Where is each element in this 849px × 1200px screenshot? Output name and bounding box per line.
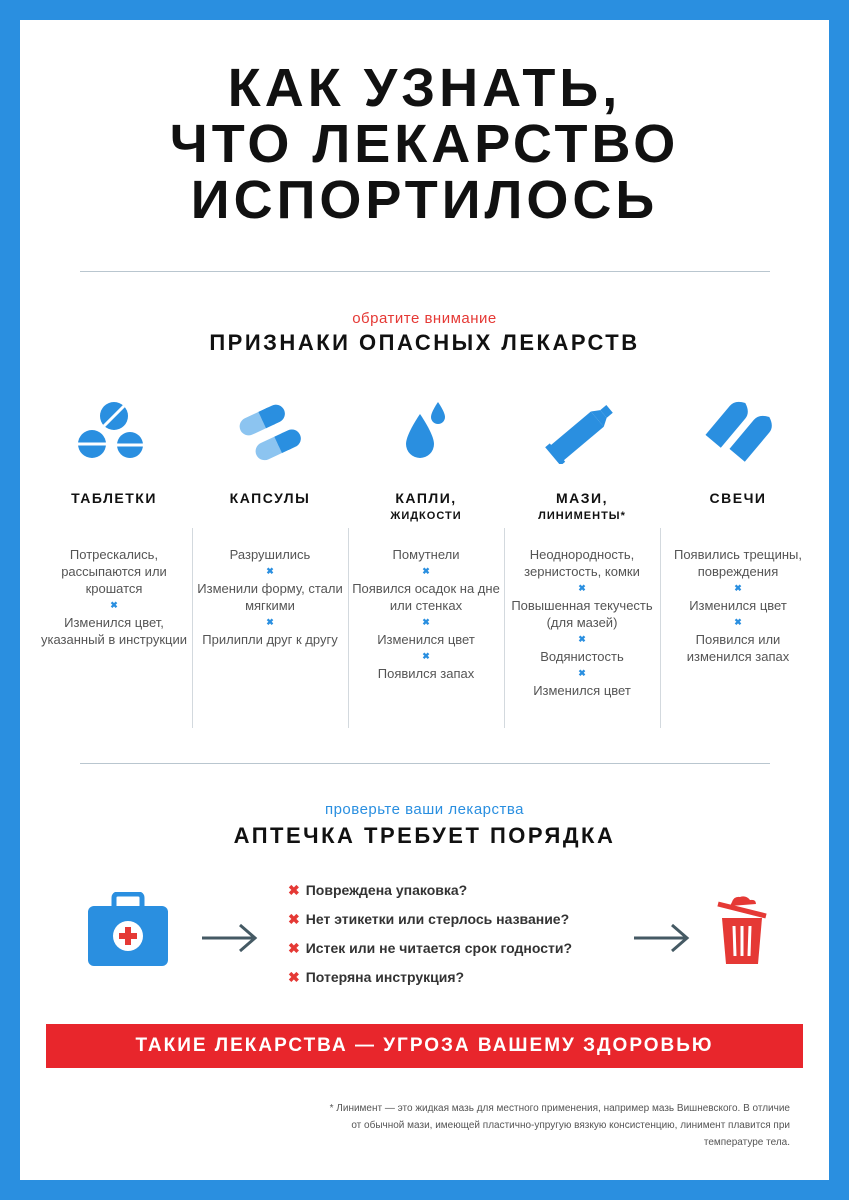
checklist-item xyxy=(288,940,628,969)
category-subname: ЛИНИМЕНТЫ* xyxy=(538,510,626,522)
section-kicker: обратите внимание xyxy=(352,310,497,327)
cross-icon: ✖ xyxy=(288,969,300,985)
category-capsules xyxy=(192,400,348,730)
sign-item: Появился запах xyxy=(377,666,475,681)
cross-marker-icon: ✖ xyxy=(266,617,274,627)
cross-marker-icon: ✖ xyxy=(266,566,274,576)
cross-marker-icon: ✖ xyxy=(578,668,586,678)
warning-banner: ТАКИЕ ЛЕКАРСТВА — УГРОЗА ВАШЕМУ ЗДОРОВЬЮ xyxy=(46,1024,803,1068)
checklist-item xyxy=(288,882,628,911)
cross-marker-icon: ✖ xyxy=(578,583,586,593)
cross-marker-icon: ✖ xyxy=(422,651,430,661)
category-signs xyxy=(508,546,656,699)
checklist-text: Истек или не читается срок годности? xyxy=(305,940,573,956)
cross-icon: ✖ xyxy=(288,882,300,898)
trash-bin-icon xyxy=(712,894,772,973)
category-signs xyxy=(196,546,344,648)
column-separator xyxy=(660,528,661,728)
section-heading: АПТЕЧКА ТРЕБУЕТ ПОРЯДКА xyxy=(233,823,616,848)
medicine-categories xyxy=(36,400,816,730)
column-separator xyxy=(348,528,349,728)
category-drops xyxy=(348,400,504,730)
title-line: КАК УЗНАТЬ, xyxy=(227,58,622,118)
checklist-item xyxy=(288,911,628,940)
title-line: ЧТО ЛЕКАРСТВО xyxy=(169,114,680,174)
cross-marker-icon: ✖ xyxy=(110,600,118,610)
checklist-text: Повреждена упаковка? xyxy=(305,882,468,898)
tablets-icon xyxy=(36,400,192,470)
sign-item: Изменился цвет xyxy=(689,598,787,613)
column-separator xyxy=(504,528,505,728)
sign-item: Повышенная текучесть (для мазей) xyxy=(511,598,653,630)
capsules-icon xyxy=(192,400,348,470)
footnote: * Линимент — это жидкая мазь для местного применения, например мазь Вишневского. В отличие от обычной мази, имеющей пластично-упругую вязкую консистенцию, линимент плавится при температуре тела. xyxy=(329,1103,790,1148)
category-signs xyxy=(664,546,812,665)
category-signs xyxy=(352,546,500,682)
sign-item: Появился или изменился запах xyxy=(686,632,790,664)
category-suppositories xyxy=(660,400,816,730)
cross-marker-icon: ✖ xyxy=(422,566,430,576)
sign-item: Появился осадок на дне или стенках xyxy=(352,581,500,613)
section-kicker: проверьте ваши лекарства xyxy=(324,801,525,818)
sign-item: Неоднородность, зернистость, комки xyxy=(524,547,640,579)
arrow-right-icon xyxy=(632,920,692,961)
category-name: КАПЛИ, xyxy=(395,490,457,506)
first-aid-kit-icon xyxy=(86,892,170,973)
category-name: СВЕЧИ xyxy=(709,490,767,506)
cross-icon: ✖ xyxy=(288,940,300,956)
sign-item: Изменился цвет xyxy=(377,632,475,647)
checklist xyxy=(288,882,628,998)
drops-icon xyxy=(348,400,504,470)
poster xyxy=(20,20,829,1180)
cross-marker-icon: ✖ xyxy=(422,617,430,627)
sign-item: Изменили форму, стали мягкими xyxy=(197,581,343,613)
cross-marker-icon: ✖ xyxy=(734,617,742,627)
category-name: МАЗИ, xyxy=(556,490,608,506)
category-name: ТАБЛЕТКИ xyxy=(71,490,157,506)
checklist-text: Потеряна инструкция? xyxy=(305,969,465,985)
category-tablets xyxy=(36,400,192,730)
cross-marker-icon: ✖ xyxy=(734,583,742,593)
sign-item: Разрушились xyxy=(229,547,311,562)
cross-marker-icon: ✖ xyxy=(578,634,586,644)
category-subname: ЖИДКОСТИ xyxy=(390,510,462,522)
column-separator xyxy=(192,528,193,728)
arrow-right-icon xyxy=(200,920,260,961)
checklist-item xyxy=(288,969,628,998)
sign-item: Изменился цвет, указанный в инструкции xyxy=(41,615,187,647)
sign-item: Потрескались, рассыпаются или крошатся xyxy=(61,547,167,596)
category-name: КАПСУЛЫ xyxy=(229,490,311,506)
sign-item: Изменился цвет xyxy=(533,683,631,698)
sign-item: Водянистость xyxy=(540,649,624,664)
divider xyxy=(80,763,770,764)
suppositories-icon xyxy=(660,400,816,470)
category-signs xyxy=(40,546,188,648)
category-ointments xyxy=(504,400,660,730)
ointment-tube-icon xyxy=(504,400,660,470)
title-line: ИСПОРТИЛОСЬ xyxy=(190,170,659,230)
section-heading: ПРИЗНАКИ ОПАСНЫХ ЛЕКАРСТВ xyxy=(209,330,640,355)
sign-item: Прилипли друг к другу xyxy=(202,632,338,647)
divider xyxy=(80,271,770,272)
checklist-text: Нет этикетки или стерлось название? xyxy=(305,911,570,927)
sign-item: Помутнели xyxy=(392,547,460,562)
poster-title xyxy=(20,60,829,228)
sign-item: Появились трещины, повреждения xyxy=(673,547,803,579)
cross-icon: ✖ xyxy=(288,911,300,927)
